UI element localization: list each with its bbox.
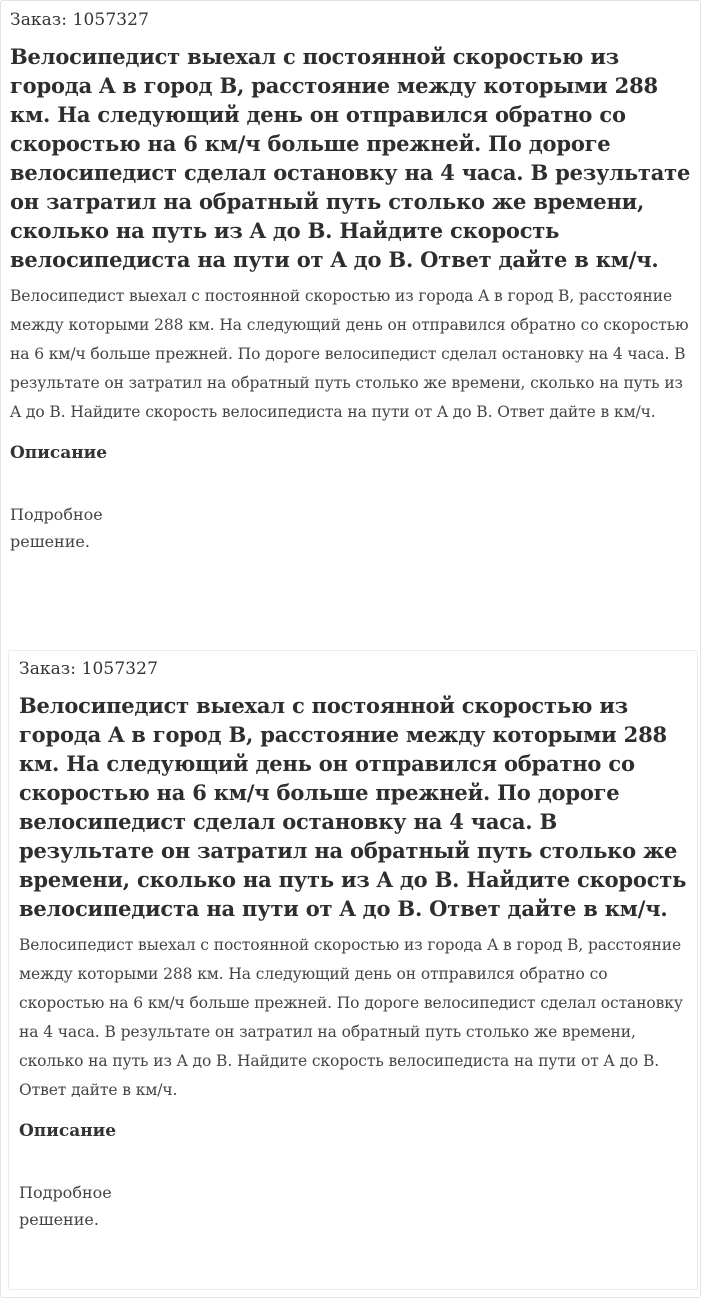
description-text: Подробное решение. <box>19 1183 112 1229</box>
order-card-1 <box>0 0 701 555</box>
problem-text: Велосипедист выехал с постоянной скоростью из города A в город B, расстояние между которыми 288 км. На следующий день он отправился обратно со скоростью на 6 км/ч больше прежней. По дороге велосипедист сделал остановку на 4 часа. В результате он затратил на обратный путь столько же времени, сколько на путь из A до B. Найдите скорость велосипедиста на пути от A до B. Ответ дайте в км/ч. <box>19 936 683 1099</box>
description-heading: Описание <box>10 443 108 463</box>
order-number: Заказ: 1057327 <box>19 659 159 679</box>
description-text: Подробное решение. <box>10 505 103 551</box>
order-number: Заказ: 1057327 <box>10 10 150 30</box>
problem-title: Велосипедист выехал с постоянной скоростью из города A в город B, расстояние между которыми 288 км. На следующий день он отправился обратно со скоростью на 6 км/ч больше прежней. По дороге велосипедист сделал остановку на 4 часа. В результате он затратил на обратный путь столько же времени, сколько на путь из A до B. Найдите скорость велосипедиста на пути от A до B. Ответ дайте в км/ч. <box>19 693 687 921</box>
problem-title: Велосипедист выехал с постоянной скоростью из города A в город B, расстояние между которыми 288 км. На следующий день он отправился обратно со скоростью на 6 км/ч больше прежней. По дороге велосипедист сделал остановку на 4 часа. В результате он затратил на обратный путь столько же времени, сколько на путь из A до B. Найдите скорость велосипедиста на пути от A до B. Ответ дайте в км/ч. <box>10 44 691 272</box>
order-card-2 <box>8 650 698 1290</box>
problem-text: Велосипедист выехал с постоянной скоростью из города A в город B, расстояние между которыми 288 км. На следующий день он отправился обратно со скоростью на 6 км/ч больше прежней. По дороге велосипедист сделал остановку на 4 часа. В результате он затратил на обратный путь столько же времени, сколько на путь из A до B. Найдите скорость велосипедиста на пути от A до B. Ответ дайте в км/ч. <box>10 287 689 421</box>
description-heading: Описание <box>19 1121 117 1141</box>
